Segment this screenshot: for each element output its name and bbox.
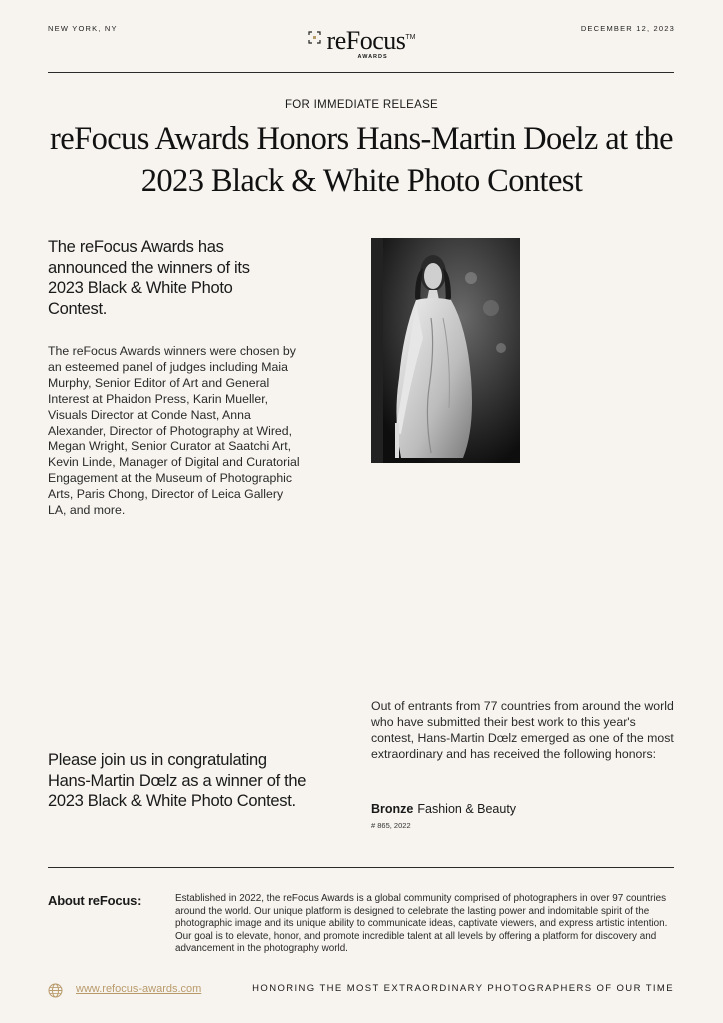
honor-line bbox=[371, 802, 516, 816]
about-label: About reFocus: bbox=[48, 893, 142, 908]
judges-paragraph: The reFocus Awards winners were chosen by an esteemed panel of judges including Maia Murphy, Senior Editor of Art and General Interest at Phaidon Press, Karin Mueller, Visuals Director at Conde Nast, Anna Alexander, Director of Photography at Wired, Megan Wright, Senior Curator at Saatchi Art, Kevin Linde, Manager of Digital and Curatorial Engagement at the Museum of Photographic Arts, Paris Chong, Director of Leica Gallery LA, and more. bbox=[48, 344, 300, 518]
logo-tm: TM bbox=[405, 34, 416, 41]
congrats-paragraph: Please join us in congratulating Hans-Martin Dœlz as a winner of the 2023 Black & White Photo Contest. bbox=[48, 751, 307, 810]
tagline: HONORING THE MOST EXTRAORDINARY PHOTOGRAPHERS OF OUR TIME bbox=[252, 983, 674, 994]
date: DECEMBER 12, 2023 bbox=[580, 24, 675, 33]
honors-intro: Out of entrants from 77 countries from around the world who have submitted their best work to this year's contest, Hans-Martin Dœlz emerged as one of the most extraordinary and has received the following honors: bbox=[371, 699, 674, 761]
about-text: Established in 2022, the reFocus Awards is a global community comprised of photographers in over 97 countries around the world. Our unique platform is designed to celebrate the lasting power and indomitable spirit of the photographic image and its unique ability to communicate ideas, captivate viewers, and express artistic intention. Our goal is to elevate, honor, and promote incredible talent at all levels by offering a platform for discovery and advancement in the photography world. bbox=[175, 893, 668, 955]
winning-photo bbox=[371, 238, 520, 463]
headline: reFocus Awards Honors Hans-Martin Doelz at the 2023 Black & White Photo Contest bbox=[50, 121, 673, 199]
focus-frame-icon bbox=[308, 31, 321, 44]
honor-category: Fashion & Beauty bbox=[417, 802, 517, 816]
honor-level: Bronze bbox=[371, 802, 414, 816]
lead-paragraph: The reFocus Awards has announced the winners of its 2023 Black & White Photo Contest. bbox=[48, 238, 250, 318]
logo bbox=[0, 26, 723, 60]
footer-divider bbox=[48, 867, 674, 868]
globe-icon bbox=[48, 983, 63, 998]
logo-wordmark: reFocus bbox=[326, 26, 406, 55]
location: NEW YORK, NY bbox=[48, 24, 118, 33]
release-label: FOR IMMEDIATE RELEASE bbox=[284, 99, 439, 111]
header-divider bbox=[48, 72, 674, 73]
honor-id: # 865, 2022 bbox=[371, 821, 411, 830]
logo-subtitle: AWARDS bbox=[357, 54, 388, 60]
website-link[interactable]: www.refocus-awards.com bbox=[76, 983, 202, 995]
